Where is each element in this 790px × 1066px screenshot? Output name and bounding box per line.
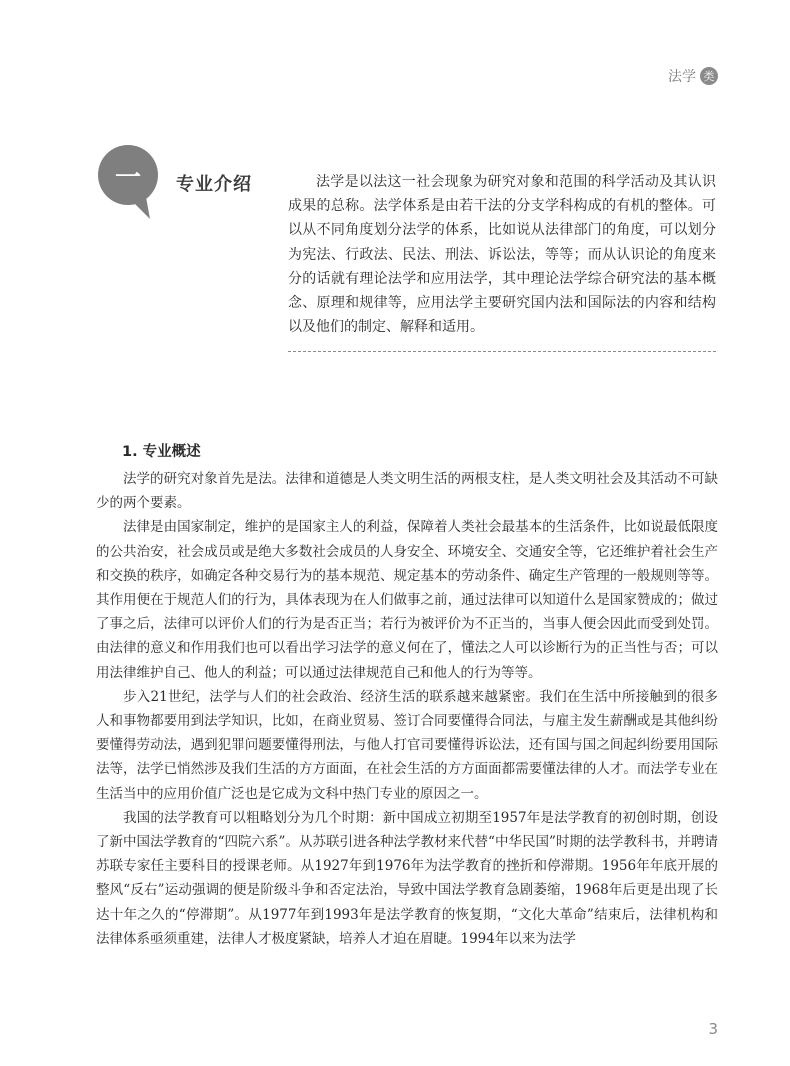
- paragraph: 法律是由国家制定，维护的是国家主人的利益，保障着人类社会最基本的生活条件，比如说最低限度的公共治安，社会成员或是绝大多数社会成员的人身安全、环境安全、交通安全等，它还维护着社会生产和交换的秩序，如确定各种交易行为的基本规范、规定基本的劳动条件、确定生产管理的一般规则等等。其作用便在于规范人们的行为，具体表现为在人们做事之前，通过法律可以知道什么是国家赞成的；做过了事之后，法律可以评价人们的行为是否正当；若行为被评价为不正当的，当事人便会因此而受到处罚。由法律的意义和作用我们也可以看出学习法学的意义何在了，懂法之人可以诊断行为的正当性与否；可以用法律维护自己、他人的利益；可以通过法律规范自己和他人的行为等等。: [96, 519, 718, 681]
- section-intro: 法学是以法这一社会现象为研究对象和范围的科学活动及其认识成果的总称。法学体系是由若干法的分支学科构成的有机的整体。可以从不同角度划分法学的体系，比如说从法律部门的角度，可以划分为宪法、行政法、民法、刑法、诉讼法，等等；而从认识论的角度来分的话就有理论法学和应用法学，其中理论法学综合研究法的基本概念、原理和规律等，应用法学主要研究国内法和国际法的内容和结构以及他们的制定、解释和适用。: [288, 174, 716, 336]
- section-number-bubble: [96, 145, 160, 209]
- section-number: 一: [114, 162, 141, 193]
- section-title: 专业介绍: [176, 174, 252, 195]
- body-text: [96, 467, 718, 951]
- paragraph: 步入21世纪，法学与人们的社会政治、经济生活的联系越来越紧密。我们在生活中所接触到的很多人和事物都要用到法学知识，比如，在商业贸易、签订合同要懂得合同法，与雇主发生薪酬或是其他纠纷要懂得劳动法，遇到犯罪问题要懂得刑法，与他人打官司要懂得诉讼法，还有国与国之间起纠纷要用国际法等，法学已悄然涉及我们生活的方方面面，在社会生活的方方面面都需要懂法律的人才。而法学专业在生活当中的应用价值广泛也是它成为文科中热门专业的原因之一。: [96, 688, 718, 802]
- dashed-divider: [288, 351, 716, 352]
- page-number: 3: [708, 1020, 718, 1038]
- running-header-category: 法学: [668, 69, 696, 85]
- paragraph: 法学的研究对象首先是法。法律和道德是人类文明生活的两根支柱，是人类文明社会及其活动不可缺少的两个要素。: [96, 471, 718, 512]
- subsection-heading: 1. 专业概述: [122, 444, 201, 460]
- paragraph: 我国的法学教育可以粗略划分为几个时期：新中国成立初期至1957年是法学教育的初创时期，创设了新中国法学教育的“四院六系”。从苏联引进各种法学教材来代替“中华民国”时期的法学教科书，并聘请苏联专家任主要科目的授课老师。从1927年到1976年为法学教育的挫折和停滞期。1956年年底开展的整风“反右”运动强调的便是阶级斗争和否定法治，导致中国法学教育急剧萎缩，1968年后更是出现了长达十年之久的“停滞期”。从1977年到1993年是法学教育的恢复期，“文化大革命”结束后，法律机构和法律体系亟须重建，法律人才极度紧缺，培养人才迫在眉睫。1994年以来为法学: [96, 809, 718, 947]
- running-header: [668, 66, 718, 86]
- category-badge: 类: [700, 67, 718, 85]
